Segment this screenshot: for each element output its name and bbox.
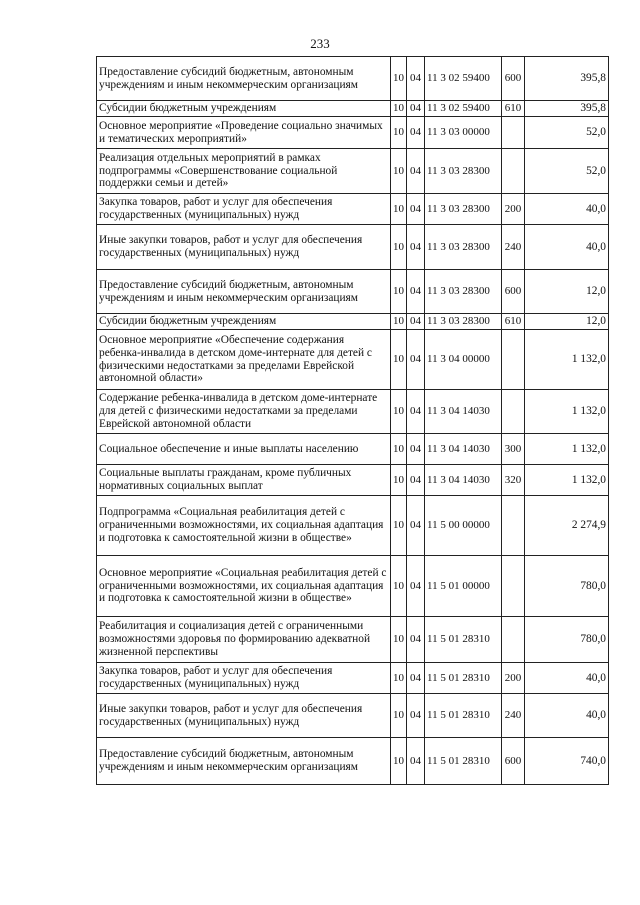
amount: 1 132,0: [525, 465, 609, 496]
subsection-code: 04: [407, 390, 425, 434]
amount: 40,0: [525, 663, 609, 694]
section-code: 10: [391, 194, 407, 225]
target-article-code: 11 3 02 59400: [425, 101, 502, 117]
expense-type-code: 610: [502, 101, 525, 117]
subsection-code: 04: [407, 663, 425, 694]
amount: 52,0: [525, 149, 609, 194]
section-code: 10: [391, 117, 407, 149]
table-row: [97, 101, 609, 117]
section-code: 10: [391, 314, 407, 330]
table-row: [97, 738, 609, 785]
budget-table: [96, 56, 609, 785]
subsection-code: 04: [407, 496, 425, 556]
row-description: Закупка товаров, работ и услуг для обеспечения государственных (муниципальных) нужд: [97, 663, 391, 694]
table-row: [97, 149, 609, 194]
subsection-code: 04: [407, 57, 425, 101]
table-row: [97, 617, 609, 663]
expense-type-code: 200: [502, 663, 525, 694]
amount: 395,8: [525, 57, 609, 101]
subsection-code: 04: [407, 738, 425, 785]
row-description: Предоставление субсидий бюджетным, автономным учреждениям и иным некоммерческим организациям: [97, 270, 391, 314]
target-article-code: 11 5 01 00000: [425, 556, 502, 617]
expense-type-code: 240: [502, 694, 525, 738]
budget-table-body: [97, 57, 609, 785]
subsection-code: 04: [407, 270, 425, 314]
row-description: Содержание ребенка-инвалида в детском доме-интернате для детей с физическими недостатками за пределами Еврейской автономной области: [97, 390, 391, 434]
subsection-code: 04: [407, 194, 425, 225]
table-row: [97, 194, 609, 225]
table-row: [97, 496, 609, 556]
section-code: 10: [391, 496, 407, 556]
subsection-code: 04: [407, 617, 425, 663]
row-description: Закупка товаров, работ и услуг для обеспечения государственных (муниципальных) нужд: [97, 194, 391, 225]
section-code: 10: [391, 390, 407, 434]
subsection-code: 04: [407, 556, 425, 617]
amount: 12,0: [525, 314, 609, 330]
section-code: 10: [391, 556, 407, 617]
expense-type-code: 320: [502, 465, 525, 496]
row-description: Социальные выплаты гражданам, кроме публичных нормативных социальных выплат: [97, 465, 391, 496]
table-row: [97, 330, 609, 390]
amount: 1 132,0: [525, 434, 609, 465]
expense-type-code: [502, 390, 525, 434]
subsection-code: 04: [407, 694, 425, 738]
table-row: [97, 270, 609, 314]
amount: 40,0: [525, 225, 609, 270]
target-article-code: 11 3 03 00000: [425, 117, 502, 149]
expense-type-code: [502, 330, 525, 390]
row-description: Реализация отдельных мероприятий в рамках подпрограммы «Совершенствование социальной поддержки семьи и детей»: [97, 149, 391, 194]
expense-type-code: 200: [502, 194, 525, 225]
target-article-code: 11 3 03 28300: [425, 194, 502, 225]
row-description: Предоставление субсидий бюджетным, автономным учреждениям и иным некоммерческим организациям: [97, 738, 391, 785]
table-row: [97, 694, 609, 738]
table-row: [97, 225, 609, 270]
subsection-code: 04: [407, 117, 425, 149]
row-description: Реабилитация и социализация детей с ограниченными возможностями здоровья по формированию адекватной жизненной перспективы: [97, 617, 391, 663]
section-code: 10: [391, 738, 407, 785]
expense-type-code: [502, 496, 525, 556]
table-row: [97, 117, 609, 149]
table-row: [97, 314, 609, 330]
expense-type-code: 600: [502, 738, 525, 785]
amount: 395,8: [525, 101, 609, 117]
expense-type-code: 610: [502, 314, 525, 330]
table-row: [97, 390, 609, 434]
target-article-code: 11 3 02 59400: [425, 57, 502, 101]
expense-type-code: [502, 117, 525, 149]
section-code: 10: [391, 694, 407, 738]
section-code: 10: [391, 225, 407, 270]
expense-type-code: [502, 617, 525, 663]
subsection-code: 04: [407, 101, 425, 117]
expense-type-code: 300: [502, 434, 525, 465]
row-description: Основное мероприятие «Проведение социально значимых и тематических мероприятий»: [97, 117, 391, 149]
target-article-code: 11 3 03 28300: [425, 149, 502, 194]
amount: 52,0: [525, 117, 609, 149]
expense-type-code: 240: [502, 225, 525, 270]
row-description: Основное мероприятие «Обеспечение содержания ребенка-инвалида в детском доме-интернате для детей с физическими недостатками за пределами Еврейской автономной области»: [97, 330, 391, 390]
target-article-code: 11 5 01 28310: [425, 663, 502, 694]
table-row: [97, 663, 609, 694]
amount: 740,0: [525, 738, 609, 785]
table-row: [97, 465, 609, 496]
target-article-code: 11 3 03 28300: [425, 314, 502, 330]
row-description: Основное мероприятие «Социальная реабилитация детей с ограниченными возможностями, их социальная адаптация и подготовка к самостоятельной жизни в обществе»: [97, 556, 391, 617]
row-description: Субсидии бюджетным учреждениям: [97, 101, 391, 117]
row-description: Субсидии бюджетным учреждениям: [97, 314, 391, 330]
section-code: 10: [391, 149, 407, 194]
subsection-code: 04: [407, 465, 425, 496]
amount: 780,0: [525, 556, 609, 617]
amount: 780,0: [525, 617, 609, 663]
row-description: Иные закупки товаров, работ и услуг для обеспечения государственных (муниципальных) нужд: [97, 225, 391, 270]
subsection-code: 04: [407, 149, 425, 194]
expense-type-code: 600: [502, 57, 525, 101]
target-article-code: 11 5 01 28310: [425, 738, 502, 785]
expense-type-code: [502, 149, 525, 194]
row-description: Подпрограмма «Социальная реабилитация детей с ограниченными возможностями, их социальная адаптация и подготовка к самостоятельной жизни в обществе»: [97, 496, 391, 556]
subsection-code: 04: [407, 330, 425, 390]
row-description: Иные закупки товаров, работ и услуг для обеспечения государственных (муниципальных) нужд: [97, 694, 391, 738]
subsection-code: 04: [407, 225, 425, 270]
target-article-code: 11 3 04 14030: [425, 390, 502, 434]
section-code: 10: [391, 465, 407, 496]
row-description: Социальное обеспечение и иные выплаты населению: [97, 434, 391, 465]
expense-type-code: 600: [502, 270, 525, 314]
section-code: 10: [391, 270, 407, 314]
section-code: 10: [391, 617, 407, 663]
target-article-code: 11 3 03 28300: [425, 270, 502, 314]
target-article-code: 11 5 01 28310: [425, 694, 502, 738]
section-code: 10: [391, 663, 407, 694]
target-article-code: 11 3 04 00000: [425, 330, 502, 390]
section-code: 10: [391, 330, 407, 390]
page-number: 233: [310, 36, 330, 51]
target-article-code: 11 5 01 28310: [425, 617, 502, 663]
subsection-code: 04: [407, 314, 425, 330]
target-article-code: 11 3 03 28300: [425, 225, 502, 270]
section-code: 10: [391, 434, 407, 465]
table-row: [97, 434, 609, 465]
subsection-code: 04: [407, 434, 425, 465]
target-article-code: 11 3 04 14030: [425, 434, 502, 465]
row-description: Предоставление субсидий бюджетным, автономным учреждениям и иным некоммерческим организациям: [97, 57, 391, 101]
table-row: [97, 57, 609, 101]
target-article-code: 11 5 00 00000: [425, 496, 502, 556]
amount: 2 274,9: [525, 496, 609, 556]
amount: 1 132,0: [525, 330, 609, 390]
amount: 12,0: [525, 270, 609, 314]
target-article-code: 11 3 04 14030: [425, 465, 502, 496]
amount: 40,0: [525, 694, 609, 738]
expense-type-code: [502, 556, 525, 617]
amount: 1 132,0: [525, 390, 609, 434]
amount: 40,0: [525, 194, 609, 225]
section-code: 10: [391, 57, 407, 101]
table-row: [97, 556, 609, 617]
section-code: 10: [391, 101, 407, 117]
